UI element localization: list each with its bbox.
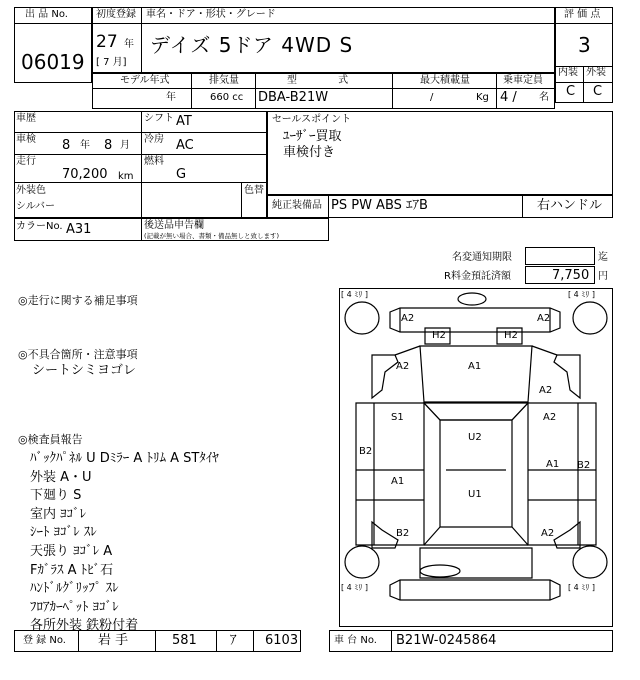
recycle-label: R料金預託済額: [444, 271, 511, 282]
color-number-label: カラーNo.: [16, 221, 63, 232]
max-load-label: 最大積載量: [420, 75, 470, 86]
score-label: 評 価 点: [564, 9, 601, 20]
inspector-line: 室内 ﾖｺﾞﾚ: [30, 506, 87, 522]
fender-left: [372, 355, 398, 398]
damage-hood: A1: [468, 361, 482, 372]
mileage-value: 70,200: [62, 167, 108, 182]
shaken-month: 8: [104, 138, 113, 153]
recycle-unit: 円: [598, 271, 608, 282]
chassis-number: B21W-0245864: [396, 633, 497, 648]
body-left-side: [356, 403, 424, 545]
model-year-label: モデル年式: [120, 75, 170, 86]
ext-color-value: シルバー: [16, 201, 56, 212]
damage-fender-right: A2: [539, 385, 553, 396]
damage-pillar-left: B2: [359, 446, 373, 457]
score-value: 3: [578, 33, 591, 57]
displacement-value: 660 cc: [210, 92, 244, 103]
sales-point-line2: 車検付き: [283, 145, 336, 160]
tire-rear-left: [345, 546, 379, 578]
hood-panel: [420, 346, 532, 402]
tire-depth-rear-left: [ 4 ﾐﾘ ]: [341, 583, 368, 592]
ac-label: 冷房: [144, 134, 164, 145]
lot-number: 06019: [21, 50, 85, 74]
history-label: 車歴: [16, 113, 36, 124]
capacity-value: 4 /: [500, 90, 517, 105]
damage-headlight-right: H2: [504, 330, 518, 341]
displacement-label: 排気量: [209, 75, 239, 86]
inspector-line: Fｶﾞﾗｽ A ﾄﾋﾞ石: [30, 562, 114, 578]
damage-door-front-left: S1: [391, 412, 404, 423]
damage-quarter-right: A2: [541, 528, 555, 539]
shaken-year: 8: [62, 138, 71, 153]
tire-depth-front-right: [ 4 ﾐﾘ ]: [568, 290, 595, 299]
driving-notes-title: ◎走行に関する補足事項: [18, 294, 138, 307]
shift-label: シフト: [144, 113, 174, 124]
damage-door-rear-left: A1: [391, 476, 405, 487]
fuel-value: G: [176, 167, 187, 182]
rear-hatch: [420, 548, 532, 578]
damage-front-bumper-left: A2: [401, 313, 415, 324]
tire-rear-right: [573, 546, 607, 578]
capacity-label: 乗車定員: [503, 75, 543, 86]
quarter-right: [554, 522, 580, 548]
damage-roof-rear: U1: [468, 489, 482, 500]
shaken-label: 車検: [16, 134, 36, 145]
inspector-report-title: ◎検査員報告: [18, 433, 83, 446]
tire-front-left: [345, 302, 379, 334]
shaken-month-unit: 月: [120, 140, 130, 151]
later-items-note: (記載が無い場合、書類・備品無しと致します): [144, 232, 280, 240]
color-number-value: A31: [66, 222, 92, 237]
defect-note-line: シートシミヨゴレ: [32, 363, 137, 378]
car-name: デイズ 5ドア 4WD S: [150, 33, 354, 57]
inspector-line: ｼｰﾄ ﾖｺﾞﾚ ｽﾚ: [30, 525, 97, 541]
damage-headlight-left: H2: [432, 330, 446, 341]
damage-fender-left: A2: [396, 361, 410, 372]
front-bumper: [390, 308, 560, 332]
inspector-line: 外装 A・U: [30, 469, 92, 485]
registration-year-unit: 年: [124, 39, 134, 50]
sales-point-line1: ﾕｰｻﾞｰ買取: [283, 129, 342, 144]
inspector-line: ﾌﾛｱｶｰﾍﾟｯﾄ ﾖｺﾞﾚ: [30, 599, 119, 615]
equipment-label: 純正装備品: [272, 200, 322, 211]
registration-month: [ 7 月]: [96, 57, 127, 68]
damage-front-bumper-right: A2: [537, 313, 551, 324]
windshield: [424, 403, 528, 420]
damage-door-rear-right: B2: [577, 460, 591, 471]
ext-color-label: 外装色: [16, 185, 46, 196]
handle-value: 右ハンドル: [537, 198, 603, 213]
inspector-line: 各所外装 鉄粉付着: [30, 618, 139, 634]
tire-front-right: [573, 302, 607, 334]
exterior-score: C: [593, 84, 603, 99]
registration-region: 岩 手: [98, 633, 129, 648]
spare-tire-rear: [420, 565, 460, 577]
registration-class: 581: [172, 633, 197, 648]
mileage-label: 走行: [16, 156, 36, 167]
body-right-side: [528, 403, 596, 545]
damage-pillar-right: A1: [546, 459, 560, 470]
capacity-unit: 名: [539, 92, 549, 103]
car-name-label: 車名・ドア・形状・グレード: [146, 9, 276, 20]
inspector-line: 天張り ﾖｺﾞﾚ A: [30, 543, 113, 559]
name-change-unit: 迄: [598, 252, 608, 263]
max-load-unit: Kg: [476, 92, 489, 103]
registration-number-label: 登 録 No.: [23, 635, 66, 646]
exterior-score-label: 外装: [586, 67, 606, 78]
later-items-label: 後送品申告欄: [144, 220, 204, 231]
quarter-left: [372, 522, 398, 548]
inspector-line: ﾊﾞｯｸﾊﾟﾈﾙ U Dﾐﾗｰ A ﾄﾘﾑ A STﾀｲﾔ: [30, 451, 219, 466]
recolor-label: 色替: [244, 185, 264, 196]
first-registration-label: 初度登録: [96, 9, 136, 20]
name-change-label: 名変通知期限: [452, 252, 512, 263]
damage-roof-front: U2: [468, 432, 482, 443]
equipment-value: PS PW ABS ｴｱB: [331, 198, 428, 213]
defect-notes-title: ◎不具合箇所・注意事項: [18, 348, 138, 361]
spare-tire: [458, 293, 486, 305]
damage-door-front-right: A2: [543, 412, 557, 423]
mileage-unit: km: [118, 171, 134, 182]
ac-value: AC: [176, 138, 194, 153]
rear-bumper: [390, 580, 560, 600]
tire-depth-rear-right: [ 4 ﾐﾘ ]: [568, 583, 595, 592]
interior-score-label: 内装: [558, 67, 578, 78]
type-label: 型 式: [287, 75, 349, 86]
tire-depth-front-left: [ 4 ﾐﾘ ]: [341, 290, 368, 299]
inspector-line: ﾊﾝﾄﾞﾙｸﾞﾘｯﾌﾟ ｽﾚ: [30, 581, 119, 597]
damage-quarter-left: B2: [396, 528, 410, 539]
fuel-label: 燃料: [144, 156, 164, 167]
sales-point-label: セールスポイント: [272, 114, 352, 125]
fender-right: [554, 355, 580, 398]
registration-digits: 6103: [265, 633, 299, 648]
lot-number-label: 出 品 No.: [25, 9, 68, 20]
inspector-line: 下廻り S: [30, 488, 82, 504]
interior-score: C: [566, 84, 576, 99]
registration-kana: ｱ: [230, 633, 237, 648]
registration-year: 27: [96, 32, 118, 52]
shaken-year-unit: 年: [80, 140, 90, 151]
chassis-number-label: 車 台 No.: [334, 635, 377, 646]
max-load-value: /: [430, 92, 434, 103]
shift-value: AT: [176, 114, 192, 129]
recycle-value: 7,750: [552, 268, 590, 283]
type-value: DBA-B21W: [258, 90, 329, 105]
model-year-value: 年: [166, 92, 176, 103]
